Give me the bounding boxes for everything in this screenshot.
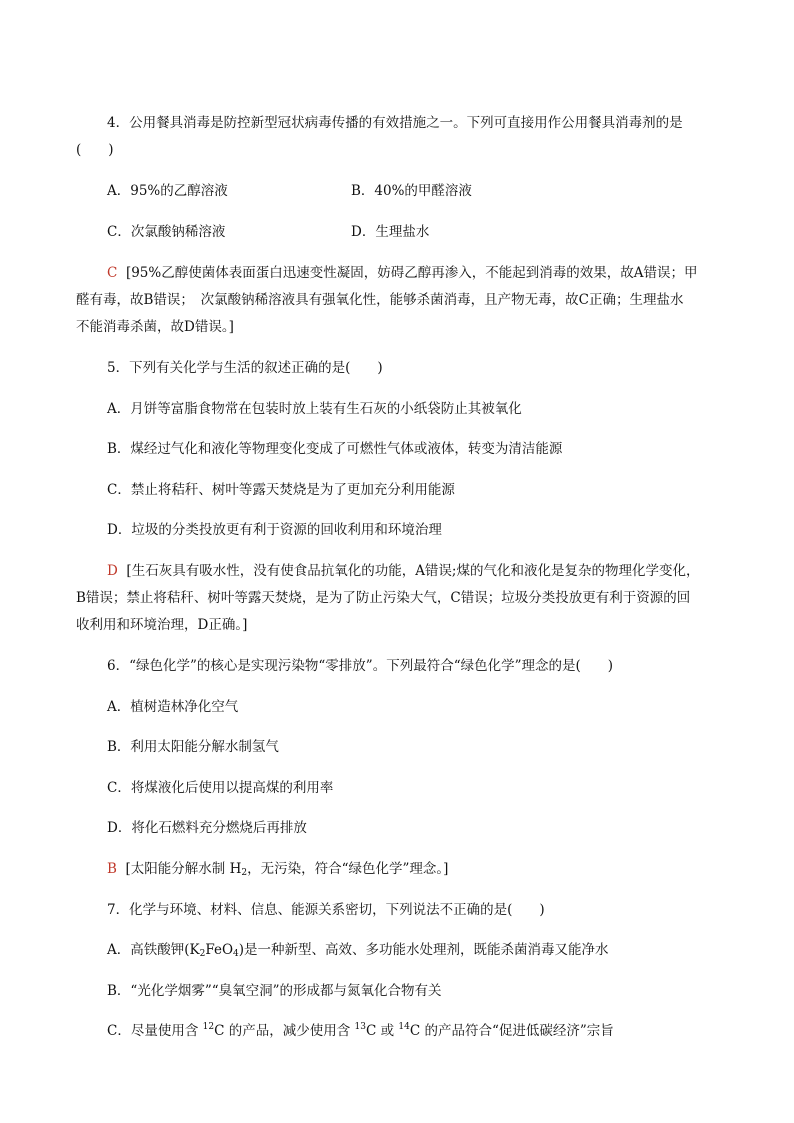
q7-option-a: A．高铁酸钾$(K_2FeO_4)$是一种新型、高效、多功能水处理剂，既能杀菌消毒又能净水 xyxy=(107,942,609,959)
q5-explanation-line-2: B错误；禁止将秸秆、树叶等露天焚烧，是为了防止污染大气，C错误；垃圾分类投放更有利于资源的回 xyxy=(76,590,691,606)
q6-answer: B xyxy=(107,861,117,877)
q4-option-d: D．生理盐水 xyxy=(351,224,430,240)
q5-explanation-line-3: 收利用和环境治理，D正确。] xyxy=(76,617,248,633)
q4-options-ab xyxy=(107,182,472,200)
q6-option-a: A．植树造林净化空气 xyxy=(107,699,239,715)
q5-answer: D xyxy=(107,563,118,579)
q6-stem: 6．“绿色化学”的核心是实现污染物“零排放”。下列最符合“绿色化学”理念的是( ) xyxy=(107,658,614,674)
q5-stem: 5．下列有关化学与生活的叙述正确的是( ) xyxy=(107,360,383,376)
q6-option-d: D．将化石燃料充分燃烧后再排放 xyxy=(107,820,307,836)
q5-option-a: A．月饼等富脂食物常在包装时放上装有生石灰的小纸袋防止其被氧化 xyxy=(107,401,522,417)
q4-explanation-line-3: 不能消毒杀菌，故D错误。] xyxy=(76,319,234,335)
q4-option-c: C．次氯酸钠稀溶液 xyxy=(107,224,226,240)
q5-explanation-line-1: D [生石灰具有吸水性，没有使食品抗氧化的功能，A错误;煤的气化和液化是复杂的物理化学变化， xyxy=(107,563,700,579)
q4-options-cd xyxy=(107,223,430,241)
q4-answer: C xyxy=(107,265,118,281)
q4-option-a: A．95%的乙醇溶液 xyxy=(107,183,228,199)
q4-stem-paren: ( ) xyxy=(76,142,114,158)
q4-explanation-line-1: C [95%乙醇使菌体表面蛋白迅速变性凝固，妨碍乙醇再渗入，不能起到消毒的效果，故A错误；甲 xyxy=(107,265,698,281)
q5-option-c: C．禁止将秸秆、树叶等露天焚烧是为了更加充分利用能源 xyxy=(107,482,455,498)
q4-stem: 4．公用餐具消毒是防控新型冠状病毒传播的有效措施之一。下列可直接用作公用餐具消毒剂的是 xyxy=(107,115,683,131)
q6-explanation: B [太阳能分解水制 $H_2$，无污染，符合“绿色化学”理念。] xyxy=(107,861,449,878)
q7-option-b: B．“光化学烟雾”“臭氧空洞”的形成都与氮氧化合物有关 xyxy=(107,983,442,999)
q5-option-b: B．煤经过气化和液化等物理变化变成了可燃性气体或液体，转变为清洁能源 xyxy=(107,441,563,457)
q4-explanation-line-2: 醛有毒，故B错误； 次氯酸钠稀溶液具有强氧化性，能够杀菌消毒，且产物无毒，故C正确；生理盐水 xyxy=(76,292,684,308)
q7-stem: 7．化学与环境、材料、信息、能源关系密切，下列说法不正确的是( ) xyxy=(107,902,545,918)
q4-option-b: B．40%的甲醛溶液 xyxy=(351,183,472,199)
q7-option-c: C．尽量使用含 $^{12}$C 的产品，减少使用含 $^{13}$C 或 $^{14}$C 的产品符合“促进低碳经济”宗旨 xyxy=(107,1022,614,1039)
q6-option-b: B．利用太阳能分解水制氢气 xyxy=(107,739,279,755)
q5-option-d: D．垃圾的分类投放更有利于资源的回收利用和环境治理 xyxy=(107,522,442,538)
q6-option-c: C．将煤液化后使用以提高煤的利用率 xyxy=(107,780,334,796)
